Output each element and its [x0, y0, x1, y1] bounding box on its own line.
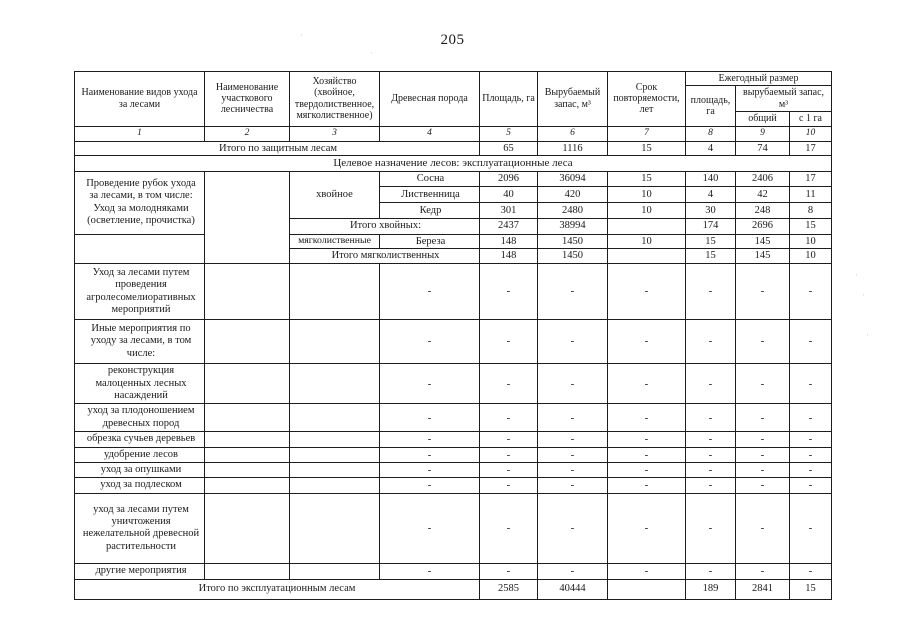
exploitation-total-period — [608, 579, 686, 599]
exploitation-total-label: Итого по эксплуатационным лесам — [75, 579, 480, 599]
cedar-annual-total: 248 — [736, 203, 790, 219]
species-cell: - — [380, 463, 480, 478]
annual-total-cell: - — [736, 493, 790, 563]
species-birch: Береза — [380, 234, 480, 249]
table-row — [75, 463, 832, 478]
annual-total-cell: - — [736, 320, 790, 364]
col-num-2: 2 — [205, 126, 290, 141]
coniferous-total-label: Итого хвойных: — [290, 218, 480, 234]
header-species: Древесная порода — [380, 72, 480, 127]
farm-cell — [290, 463, 380, 478]
col-num-6: 6 — [538, 126, 608, 141]
annual-per-ha-cell: - — [790, 432, 832, 447]
table-row-section-title — [75, 156, 832, 171]
species-pine: Сосна — [380, 171, 480, 187]
protective-total-label: Итого по защитным лесам — [75, 141, 480, 156]
annual-area-cell: - — [686, 264, 736, 320]
exploitation-total-annual-per-ha: 15 — [790, 579, 832, 599]
softleaved-total-label: Итого мягколиственных — [290, 249, 480, 264]
birch-annual-total: 145 — [736, 234, 790, 249]
care-type-thinning-spacer — [75, 234, 205, 264]
annual-per-ha-cell: - — [790, 463, 832, 478]
stock-cell: - — [538, 493, 608, 563]
pine-stock: 36094 — [538, 171, 608, 187]
birch-annual-per-ha: 10 — [790, 234, 832, 249]
table-row — [75, 320, 832, 364]
col-num-8: 8 — [686, 126, 736, 141]
coniferous-total-area: 2437 — [480, 218, 538, 234]
annual-area-cell: - — [686, 432, 736, 447]
annual-area-cell: - — [686, 478, 736, 493]
cedar-stock: 2480 — [538, 203, 608, 219]
measure-label: удобрение лесов — [75, 447, 205, 462]
district-forestry-cell — [205, 432, 290, 447]
annual-total-cell: - — [736, 478, 790, 493]
district-forestry-cell — [205, 404, 290, 432]
measure-label: реконструкция малоценных лесных насаждений — [75, 364, 205, 404]
district-forestry-cell — [205, 493, 290, 563]
header-annual-stock-total: общий — [736, 112, 790, 126]
species-cell: - — [380, 264, 480, 320]
area-cell: - — [480, 447, 538, 462]
annual-total-cell: - — [736, 404, 790, 432]
species-cell: - — [380, 364, 480, 404]
larch-stock: 420 — [538, 187, 608, 203]
scan-artifact: · — [866, 330, 869, 340]
header-annual-stock-per-ha: с 1 га — [790, 112, 832, 126]
annual-per-ha-cell: - — [790, 447, 832, 462]
species-larch: Лиственница — [380, 187, 480, 203]
farm-cell — [290, 320, 380, 364]
col-num-1: 1 — [75, 126, 205, 141]
stock-cell: - — [538, 404, 608, 432]
cedar-annual-area: 30 — [686, 203, 736, 219]
softleaved-total-annual-per-ha: 10 — [790, 249, 832, 264]
table-row — [75, 264, 832, 320]
thinning-line-2: за лесами, в том числе: — [89, 190, 193, 202]
header-care-type: Наименование видов ухода за лесами — [75, 72, 205, 127]
annual-per-ha-cell: - — [790, 478, 832, 493]
stock-cell: - — [538, 478, 608, 493]
softleaved-total-period — [608, 249, 686, 264]
species-cell: - — [380, 432, 480, 447]
protective-total-annual-total: 74 — [736, 141, 790, 156]
coniferous-total-annual-total: 2696 — [736, 218, 790, 234]
exploitation-total-annual-area: 189 — [686, 579, 736, 599]
pine-annual-area: 140 — [686, 171, 736, 187]
stock-cell: - — [538, 463, 608, 478]
area-cell: - — [480, 463, 538, 478]
annual-per-ha-cell: - — [790, 364, 832, 404]
pine-annual-total: 2406 — [736, 171, 790, 187]
header-stock: Вырубаемый запас, м³ — [538, 72, 608, 127]
softleaved-total-area: 148 — [480, 249, 538, 264]
softleaved-total-annual-total: 145 — [736, 249, 790, 264]
area-cell: - — [480, 364, 538, 404]
district-forestry-cell — [205, 364, 290, 404]
exploitation-total-area: 2585 — [480, 579, 538, 599]
annual-area-cell: - — [686, 364, 736, 404]
district-forestry-cell — [205, 563, 290, 579]
coniferous-total-stock: 38994 — [538, 218, 608, 234]
thinning-line-4: (осветление, прочистка) — [87, 215, 195, 226]
species-cell: - — [380, 447, 480, 462]
birch-annual-area: 15 — [686, 234, 736, 249]
measure-label: уход за лесами путем уничтожения нежелательной древесной растительности — [75, 493, 205, 563]
header-annual-area: площадь, га — [686, 86, 736, 126]
annual-per-ha-cell: - — [790, 563, 832, 579]
pine-annual-per-ha: 17 — [790, 171, 832, 187]
farm-cell — [290, 432, 380, 447]
district-forestry-cell — [205, 320, 290, 364]
annual-area-cell: - — [686, 463, 736, 478]
page-number: 205 — [440, 32, 465, 48]
farm-cell — [290, 264, 380, 320]
measure-label: уход за плодоношением древесных пород — [75, 404, 205, 432]
table-row-exploitation-total — [75, 579, 832, 599]
header-annual-size: Ежегодный размер — [686, 72, 832, 86]
farm-cell — [290, 404, 380, 432]
district-forestry-cell — [205, 264, 290, 320]
softleaved-total-annual-area: 15 — [686, 249, 736, 264]
col-num-3: 3 — [290, 126, 380, 141]
section-title-exploitation: Целевое назначение лесов: эксплуатационные леса — [75, 156, 832, 171]
col-num-5: 5 — [480, 126, 538, 141]
district-forestry-cell — [205, 447, 290, 462]
forestry-care-table — [74, 71, 831, 600]
table-row — [75, 364, 832, 404]
larch-annual-total: 42 — [736, 187, 790, 203]
annual-total-cell: - — [736, 447, 790, 462]
period-cell: - — [608, 563, 686, 579]
protective-total-annual-area: 4 — [686, 141, 736, 156]
farm-coniferous: хвойное — [290, 171, 380, 218]
larch-annual-per-ha: 11 — [790, 187, 832, 203]
thinning-line-1: Проведение рубок ухода — [86, 177, 196, 189]
species-cedar: Кедр — [380, 203, 480, 219]
stock-cell: - — [538, 364, 608, 404]
protective-total-stock: 1116 — [538, 141, 608, 156]
species-cell: - — [380, 493, 480, 563]
annual-per-ha-cell: - — [790, 493, 832, 563]
larch-period: 10 — [608, 187, 686, 203]
annual-total-cell: - — [736, 563, 790, 579]
larch-annual-area: 4 — [686, 187, 736, 203]
species-cell: - — [380, 320, 480, 364]
birch-stock: 1450 — [538, 234, 608, 249]
table-row-birch — [75, 234, 832, 249]
table-row-pine — [75, 171, 832, 187]
annual-per-ha-cell: - — [790, 264, 832, 320]
table-header-row — [75, 72, 832, 86]
cedar-area: 301 — [480, 203, 538, 219]
coniferous-total-annual-area: 174 — [686, 218, 736, 234]
header-farm: Хозяйство (хвойное, твердолиственное, мягколиственное) — [290, 72, 380, 127]
pine-area: 2096 — [480, 171, 538, 187]
annual-total-cell: - — [736, 463, 790, 478]
period-cell: - — [608, 320, 686, 364]
period-cell: - — [608, 264, 686, 320]
annual-total-cell: - — [736, 432, 790, 447]
col-num-7: 7 — [608, 126, 686, 141]
district-forestry-empty — [205, 171, 290, 264]
table-row — [75, 478, 832, 493]
area-cell: - — [480, 320, 538, 364]
measure-label: уход за опушками — [75, 463, 205, 478]
area-cell: - — [480, 478, 538, 493]
table-row-protective-total — [75, 141, 832, 156]
species-cell: - — [380, 478, 480, 493]
farm-cell — [290, 478, 380, 493]
protective-total-annual-per-ha: 17 — [790, 141, 832, 156]
stock-cell: - — [538, 563, 608, 579]
thinning-line-3: Уход за молодняками — [93, 202, 189, 214]
period-cell: - — [608, 463, 686, 478]
district-forestry-cell — [205, 463, 290, 478]
area-cell: - — [480, 264, 538, 320]
col-num-10: 10 — [790, 126, 832, 141]
period-cell: - — [608, 447, 686, 462]
species-cell: - — [380, 404, 480, 432]
annual-area-cell: - — [686, 447, 736, 462]
measure-label: другие мероприятия — [75, 563, 205, 579]
annual-area-cell: - — [686, 320, 736, 364]
birch-period: 10 — [608, 234, 686, 249]
scan-artifact: · — [862, 290, 865, 300]
annual-per-ha-cell: - — [790, 404, 832, 432]
farm-cell — [290, 493, 380, 563]
scan-artifact: · — [370, 48, 373, 58]
annual-total-cell: - — [736, 264, 790, 320]
coniferous-total-period — [608, 218, 686, 234]
period-cell: - — [608, 432, 686, 447]
annual-area-cell: - — [686, 563, 736, 579]
period-cell: - — [608, 364, 686, 404]
species-cell: - — [380, 563, 480, 579]
stock-cell: - — [538, 320, 608, 364]
annual-total-cell: - — [736, 364, 790, 404]
header-district-forestry: Наименование участкового лесничества — [205, 72, 290, 127]
annual-per-ha-cell: - — [790, 320, 832, 364]
measure-label: обрезка сучьев деревьев — [75, 432, 205, 447]
larch-area: 40 — [480, 187, 538, 203]
farm-softleaved: мягколиственные — [290, 234, 380, 249]
measure-label: Уход за лесами путем проведения агролесомелиоративных мероприятий — [75, 264, 205, 320]
period-cell: - — [608, 493, 686, 563]
table-row — [75, 404, 832, 432]
period-cell: - — [608, 478, 686, 493]
stock-cell: - — [538, 264, 608, 320]
birch-area: 148 — [480, 234, 538, 249]
care-type-thinning-label — [75, 171, 205, 234]
area-cell: - — [480, 563, 538, 579]
table-row — [75, 493, 832, 563]
coniferous-total-annual-per-ha: 15 — [790, 218, 832, 234]
table-row — [75, 563, 832, 579]
protective-total-area: 65 — [480, 141, 538, 156]
scan-artifact: · — [300, 30, 303, 40]
header-period: Срок повторяемости, лет — [608, 72, 686, 127]
pine-period: 15 — [608, 171, 686, 187]
scan-artifact: · — [855, 270, 858, 280]
col-num-4: 4 — [380, 126, 480, 141]
stock-cell: - — [538, 432, 608, 447]
header-annual-stock: вырубаемый запас, м³ — [736, 86, 832, 112]
protective-total-period: 15 — [608, 141, 686, 156]
period-cell: - — [608, 404, 686, 432]
measure-label: Иные мероприятия по уходу за лесами, в том числе: — [75, 320, 205, 364]
measure-label: уход за подлеском — [75, 478, 205, 493]
district-forestry-cell — [205, 478, 290, 493]
cedar-period: 10 — [608, 203, 686, 219]
stock-cell: - — [538, 447, 608, 462]
farm-cell — [290, 447, 380, 462]
cedar-annual-per-ha: 8 — [790, 203, 832, 219]
annual-area-cell: - — [686, 493, 736, 563]
area-cell: - — [480, 404, 538, 432]
table-row — [75, 432, 832, 447]
area-cell: - — [480, 493, 538, 563]
farm-cell — [290, 364, 380, 404]
exploitation-total-stock: 40444 — [538, 579, 608, 599]
exploitation-total-annual-total: 2841 — [736, 579, 790, 599]
farm-cell — [290, 563, 380, 579]
col-num-9: 9 — [736, 126, 790, 141]
column-number-row — [75, 126, 832, 141]
header-area: Площадь, га — [480, 72, 538, 127]
area-cell: - — [480, 432, 538, 447]
annual-area-cell: - — [686, 404, 736, 432]
table-row — [75, 447, 832, 462]
softleaved-total-stock: 1450 — [538, 249, 608, 264]
